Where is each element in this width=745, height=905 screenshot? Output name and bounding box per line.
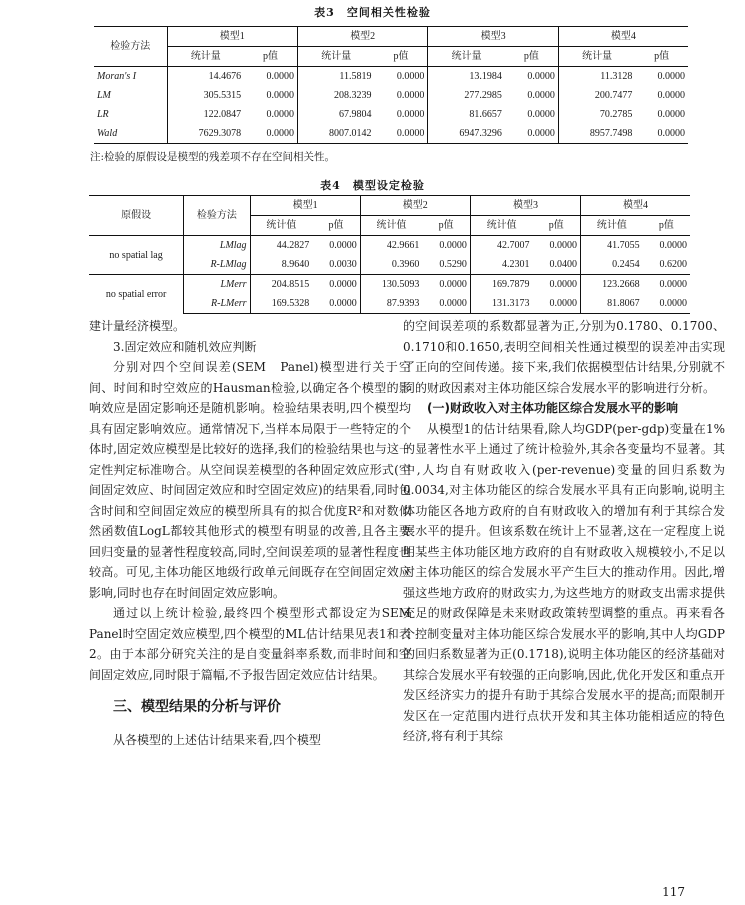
table4-caption: 表4 模型设定检验 — [320, 179, 425, 192]
table3-row — [94, 105, 688, 124]
table3-cell: 13.1984 — [469, 71, 502, 82]
table4-cell: 0.0400 — [533, 255, 581, 275]
table4-cell: 0.0000 — [422, 236, 470, 256]
table3-p-header: p值 — [244, 47, 297, 67]
table3-test-name: LM — [94, 86, 167, 105]
table4-cell: 0.3960 — [391, 259, 420, 270]
table3-p-header: p值 — [374, 47, 427, 67]
table4-cell: 0.6200 — [659, 259, 687, 270]
table3-stat-header: 统计量 — [167, 47, 244, 67]
table3-cell: 200.7477 — [594, 90, 633, 101]
table3-note: 注:检验的原假设是模型的残差项不存在空间相关性。 — [90, 151, 336, 163]
table3-method-header: 检验方法 — [94, 27, 167, 67]
table3-cell: 0.0000 — [657, 71, 685, 82]
table3-p-header: p值 — [505, 47, 558, 67]
table3-test-name: Moran's I — [94, 67, 167, 87]
table3-model-header: 模型2 — [297, 27, 427, 47]
table4-hypothesis: no spatial lag — [89, 236, 184, 275]
table4-cell: 123.2668 — [581, 275, 643, 295]
table4-cell: 4.2301 — [502, 259, 530, 270]
table3-row — [94, 124, 688, 144]
table3-cell: 11.3128 — [600, 71, 633, 82]
section-heading: 3.固定效应和随机效应判断 — [113, 339, 257, 354]
table4-cell: 204.8515 — [250, 275, 312, 295]
table4-cell: 44.2827 — [276, 240, 310, 251]
table3-cell: 122.0847 — [203, 109, 242, 120]
table3-cell: 0.0000 — [657, 90, 685, 101]
table4-cell: 169.7879 — [470, 275, 532, 295]
table3-cell: 8007.0142 — [297, 124, 374, 144]
table4-cell: 130.5093 — [360, 275, 422, 295]
table3-cell: 305.5315 — [203, 90, 242, 101]
paragraph: 的空间误差项的系数都显著为正,分别为0.1780、0.1700、0.1710和0.1650,表明空间相关性通过模型的误差冲击实现了正向的空间传递。接下来,我们依据模型估计结果,分别就不同的财政因素对主体功能区综合发展水平的影响进行分析。 — [403, 319, 725, 395]
table3-test-name: LR — [94, 105, 167, 124]
table4-test-name: R-LMlag — [184, 255, 250, 275]
table4-cell: 0.0030 — [312, 255, 360, 275]
table3-cell: 0.0000 — [244, 105, 297, 124]
table4-p-header: p值 — [312, 216, 360, 236]
table4-cell: 0.0000 — [312, 236, 360, 256]
table4-cell: 42.9661 — [386, 240, 420, 251]
table4-cell: 0.0000 — [533, 236, 581, 256]
table4-cell: 87.9393 — [360, 294, 422, 314]
table3-row — [94, 67, 688, 87]
paragraph: 通过以上统计检验,最终四个模型形式都设定为SEM Panel时空固定效应模型,四个模型的ML估计结果见表1和表2。由于本部分研究关注的是自变量斜率系数,而非时间和空间固定效应,同时限于篇幅,不予报告固定效应估计结果。 — [89, 606, 411, 682]
page-number: 117 — [662, 885, 685, 899]
table3-cell: 0.0000 — [244, 86, 297, 105]
table3-stat-header: 统计量 — [297, 47, 374, 67]
table4-cell: 0.0000 — [312, 294, 360, 314]
table4-cell: 41.7055 — [607, 240, 640, 251]
table3-cell: 6947.3296 — [428, 124, 505, 144]
table4-model-header: 模型3 — [470, 196, 580, 216]
table4-cell: 0.0000 — [659, 240, 687, 251]
table3-p-header: p值 — [635, 47, 688, 67]
table4-cell: 0.5290 — [422, 255, 470, 275]
table4-model-header: 模型1 — [250, 196, 360, 216]
table4-cell: 0.0000 — [643, 294, 690, 314]
table4-cell: 8.9640 — [281, 259, 310, 270]
table3-cell: 0.0000 — [505, 86, 558, 105]
table3-cell: 277.2985 — [464, 90, 502, 101]
table3-cell: 0.0000 — [374, 86, 427, 105]
section-heading: (一)财政收入对主体功能区综合发展水平的影响 — [427, 401, 678, 415]
table3-cell: 0.0000 — [505, 67, 558, 87]
table3-model-header: 模型3 — [428, 27, 558, 47]
table4-cell: 0.0000 — [643, 275, 690, 295]
table4-stat-header: 统计值 — [250, 216, 312, 236]
table3-cell: 81.6657 — [469, 109, 502, 120]
table4-test-name: R-LMerr — [184, 294, 250, 314]
table4-cell: 131.3173 — [470, 294, 532, 314]
left-column — [89, 316, 411, 750]
table4-cell: 81.8067 — [581, 294, 643, 314]
table3-model-header: 模型4 — [558, 27, 688, 47]
table3-cell: 14.4676 — [208, 71, 242, 82]
table4-cell: 42.7007 — [497, 240, 530, 251]
table3-row — [94, 86, 688, 105]
table4-method-header: 检验方法 — [184, 196, 250, 236]
table4-cell: 0.2454 — [612, 259, 640, 270]
table4-cell: 0.0000 — [312, 275, 360, 295]
table3-cell: 0.0000 — [244, 67, 297, 87]
table4-model-header: 模型4 — [581, 196, 690, 216]
section-heading: 三、模型结果的分析与评价 — [113, 699, 281, 715]
table3-cell: 11.5819 — [339, 71, 372, 82]
table4-cell: 0.0000 — [533, 275, 581, 295]
table4-stat-header: 统计值 — [360, 216, 422, 236]
table4-model-header: 模型2 — [360, 196, 470, 216]
table3-cell: 8957.7498 — [558, 124, 635, 144]
table4-stat-header: 统计值 — [581, 216, 643, 236]
table4-stat-header: 统计值 — [470, 216, 532, 236]
table4-test-name: LMlag — [184, 236, 250, 256]
table3-cell: 0.0000 — [505, 105, 558, 124]
table3-cell: 0.0000 — [505, 124, 558, 144]
paragraph: 从各模型的上述估计结果来看,四个模型 — [113, 732, 321, 747]
table3-cell: 7629.3078 — [167, 124, 244, 144]
table3-cell: 0.0000 — [374, 105, 427, 124]
table4-p-header: p值 — [643, 216, 690, 236]
table3-cell: 70.2785 — [599, 109, 633, 120]
paragraph: 从模型1的估计结果看,除人均GDP(per-gdp)变量在1%的显著性水平上通过了统计检验外,其余各变量均不显著。其中,人均自有财政收入(per-revenue)变量的回归系数为0.0034,对主体功能区的综合发展水平具有正向影响,说明主体功能区各地方政府的自有财政收入的增加有利于其综合发展水平的提升。但该系数在统计上不显著,这在一定程度上说明某些主体功能区地方政府的自有财政收入规模较小,不足以对主体功能区的综合发展水平产生巨大的推动作用。因此,增强这些地方政府的财政实力,为这些地方的财政支出需求提供充足的财政保障是未来财政政策转型调整的重点。再来看各个控制变量对主体功能区综合发展水平的影响,其中人均GDP的回归系数显著为正(0.1718),说明主体功能区的经济基础对其综合发展水平有较强的正向影响,因此,优化开发区和重点开发区经济实力的提升有助于其综合发展水平的提高;而限制开发区在一定范围内进行点状开发和其主体功能相适应的特色经济,将有利于其综 — [403, 421, 725, 743]
table3-cell: 0.0000 — [657, 109, 685, 120]
table3-caption: 表3 空间相关性检验 — [314, 6, 431, 19]
table3-test-name: Wald — [94, 124, 167, 144]
table4 — [89, 195, 690, 314]
table3-cell: 0.0000 — [635, 124, 688, 144]
table3 — [94, 26, 688, 144]
table3-cell: 67.9804 — [338, 109, 372, 120]
table4-cell: 0.0000 — [422, 275, 470, 295]
table4-p-header: p值 — [422, 216, 470, 236]
table4-cell: 0.0000 — [422, 294, 470, 314]
table4-row — [89, 275, 690, 295]
table4-hypothesis: no spatial error — [89, 275, 184, 314]
table3-cell: 208.3239 — [333, 90, 372, 101]
right-column — [403, 316, 725, 747]
table3-stat-header: 统计量 — [558, 47, 635, 67]
table3-model-header: 模型1 — [167, 27, 297, 47]
table3-stat-header: 统计量 — [428, 47, 505, 67]
table3-cell: 0.0000 — [374, 124, 427, 144]
table3-cell: 0.0000 — [374, 67, 427, 87]
table4-cell: 169.5328 — [250, 294, 312, 314]
table4-test-name: LMerr — [184, 275, 250, 295]
table4-hyp-header: 原假设 — [89, 196, 184, 236]
table4-row — [89, 236, 690, 256]
paragraph: 分别对四个空间误差(SEM Panel)模型进行关于空间、时间和时空效应的Hausman检验,以确定各个模型的影响效应是固定影响还是随机影响。检验结果表明,四个模型均具有固定影响效应。通常情况下,当样本局限于一些特定的个体时,固定效应模型是比较好的选择,我们的检验结果也与这一定性判定标准吻合。从空间误差模型的各种固定效应形式(空间固定效应、时间固定效应和时空固定效应)的结果看,同时包含时间和空间固定效应的模型所具有的拟合优度R²和对数似然函数值LogL都较其他形式的模型有明显的改善,且各主要回归变量的显著性程度较高,同时,空间误差项的显著性程度也较高。可见,主体功能区地级行政单元间既存在空间固定效应影响,同时也存在时间固定效应影响。 — [89, 360, 411, 600]
table3-cell: 0.0000 — [244, 124, 297, 144]
table4-cell: 0.0000 — [533, 294, 581, 314]
table4-p-header: p值 — [533, 216, 581, 236]
paragraph: 建计量经济模型。 — [89, 319, 186, 333]
